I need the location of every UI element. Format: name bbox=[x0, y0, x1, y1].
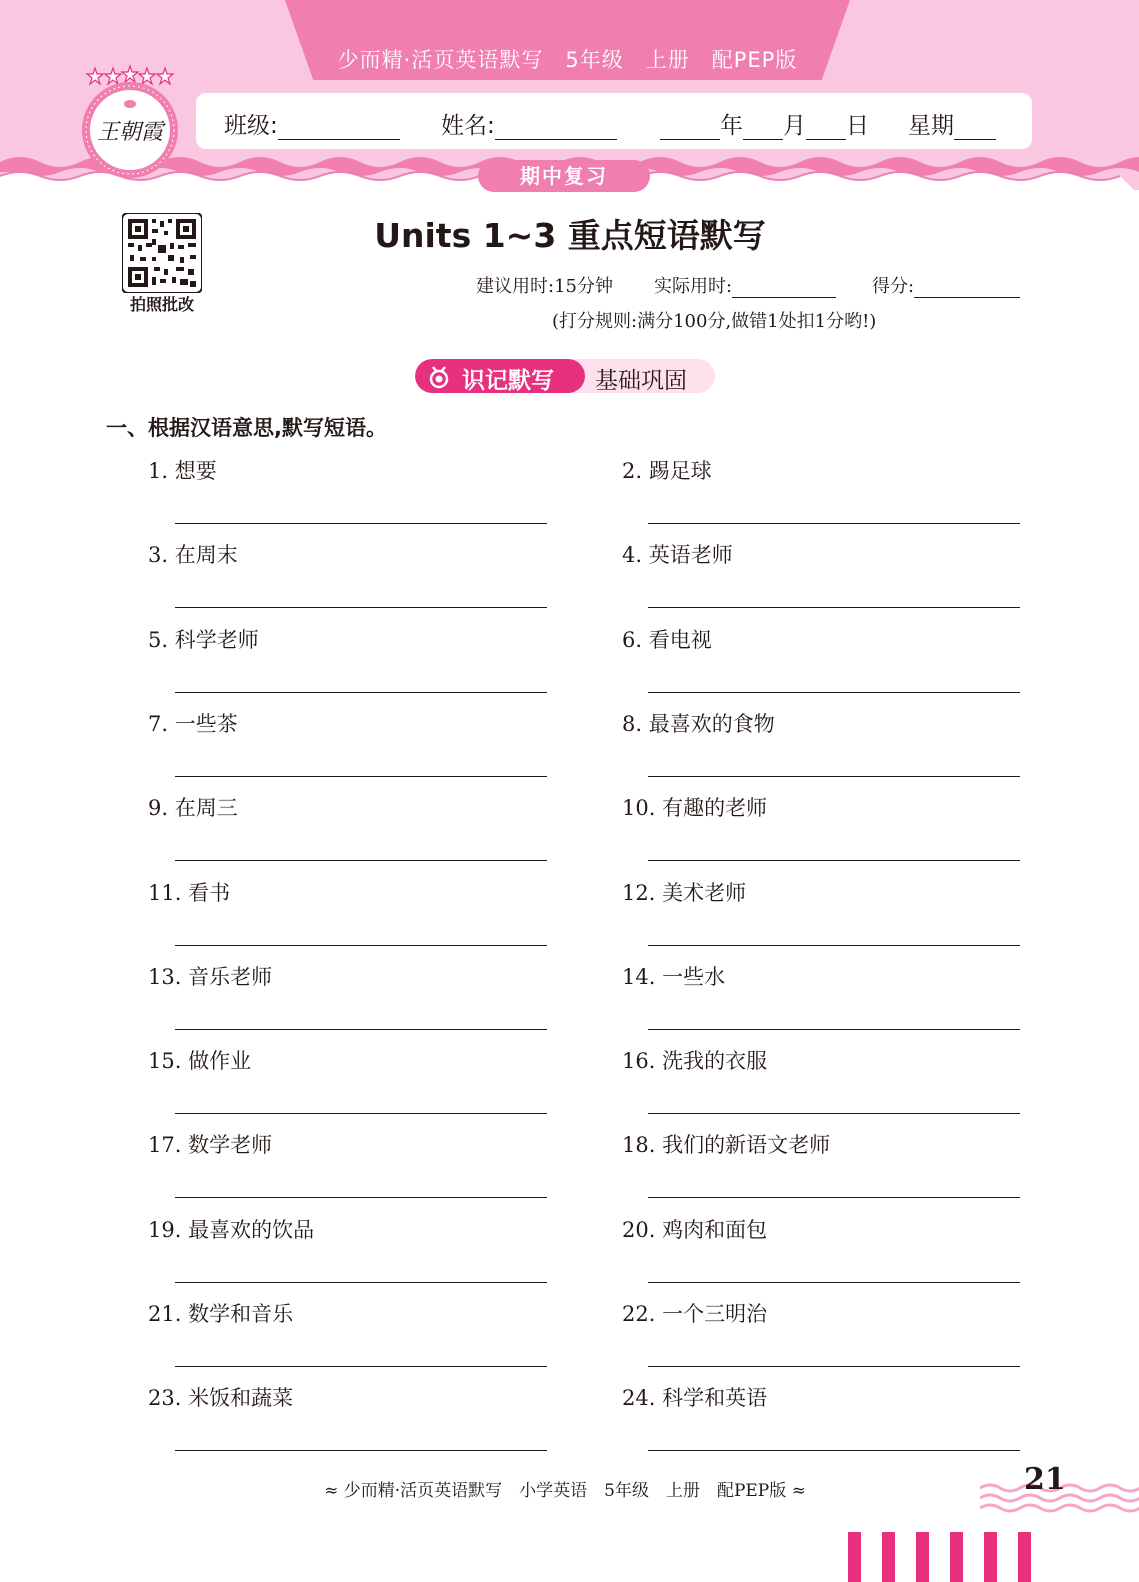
year-input-line[interactable] bbox=[660, 117, 720, 140]
class-field bbox=[224, 107, 400, 140]
class-input-line[interactable] bbox=[278, 117, 400, 140]
question-label: 12. 美术老师 bbox=[622, 880, 747, 905]
answer-line[interactable] bbox=[648, 860, 1020, 861]
day-label: 日 bbox=[846, 113, 869, 139]
question-label: 19. 最喜欢的饮品 bbox=[148, 1217, 315, 1242]
actual-time-label: 实际用时: bbox=[654, 276, 733, 297]
weekday-field bbox=[908, 107, 996, 140]
wave-icon: ≈ bbox=[786, 1481, 806, 1501]
question-label: 20. 鸡肉和面包 bbox=[622, 1217, 768, 1242]
question-label: 23. 米饭和蔬菜 bbox=[148, 1386, 294, 1411]
question-label: 24. 科学和英语 bbox=[622, 1386, 768, 1411]
question-label: 21. 数学和音乐 bbox=[148, 1302, 294, 1326]
answer-line[interactable] bbox=[648, 523, 1020, 524]
question-label: 7. 一些茶 bbox=[148, 711, 238, 736]
answer-line[interactable] bbox=[175, 607, 547, 608]
date-field bbox=[660, 107, 869, 140]
answer-line[interactable] bbox=[175, 1029, 547, 1030]
question-label: 4. 英语老师 bbox=[622, 543, 733, 568]
day-input-line[interactable] bbox=[806, 117, 846, 140]
answer-line[interactable] bbox=[648, 607, 1020, 608]
medal-icon bbox=[427, 365, 451, 389]
answer-line[interactable] bbox=[648, 1197, 1020, 1198]
class-label: 班级: bbox=[224, 113, 278, 139]
weekday-label: 星期 bbox=[908, 113, 954, 139]
series-title: 少而精·活页英语默写 5年级 上册 配PEP版 bbox=[337, 48, 798, 72]
score-input-line[interactable] bbox=[914, 275, 1020, 298]
weekday-input-line[interactable] bbox=[954, 117, 996, 140]
question-label: 14. 一些水 bbox=[622, 964, 726, 989]
scoring-rule: (打分规则:满分100分,做错1处扣1分哟!) bbox=[552, 311, 877, 332]
page-number: 21 bbox=[1024, 1462, 1066, 1497]
answer-line[interactable] bbox=[175, 776, 547, 777]
wave-icon: ≈ bbox=[324, 1481, 344, 1501]
question-label: 3. 在周末 bbox=[148, 543, 238, 568]
instruction-heading: 一、根据汉语意思,默写短语。 bbox=[106, 416, 387, 440]
question-label: 1. 想要 bbox=[148, 459, 217, 483]
answer-line[interactable] bbox=[175, 523, 547, 524]
score-label: 得分: bbox=[872, 276, 915, 297]
answer-line[interactable] bbox=[648, 1366, 1020, 1367]
actual-time-field bbox=[654, 272, 836, 298]
answer-line[interactable] bbox=[648, 1282, 1020, 1283]
answer-line[interactable] bbox=[648, 1113, 1020, 1114]
name-input-line[interactable] bbox=[495, 117, 617, 140]
question-label: 22. 一个三明治 bbox=[622, 1302, 768, 1326]
answer-line[interactable] bbox=[175, 945, 547, 946]
answer-line[interactable] bbox=[648, 1029, 1020, 1030]
footer-title: 少而精·活页英语默写 小学英语 5年级 上册 配PEP版 bbox=[343, 1481, 787, 1501]
qr-code-icon bbox=[122, 213, 202, 293]
qr-label: 拍照批改 bbox=[129, 295, 194, 314]
name-label: 姓名: bbox=[441, 113, 495, 139]
question-label: 16. 洗我的衣服 bbox=[622, 1049, 768, 1074]
name-field bbox=[441, 107, 617, 140]
question-label: 17. 数学老师 bbox=[148, 1133, 273, 1158]
question-label: 18. 我们的新语文老师 bbox=[622, 1133, 831, 1158]
answer-line[interactable] bbox=[175, 1282, 547, 1283]
month-label: 月 bbox=[783, 113, 806, 139]
page-title: Units 1~3 重点短语默写 bbox=[374, 216, 766, 255]
question-label: 13. 音乐老师 bbox=[148, 964, 273, 989]
badge-right-label: 基础巩固 bbox=[595, 368, 687, 394]
question-label: 10. 有趣的老师 bbox=[622, 796, 768, 821]
answer-line[interactable] bbox=[648, 1450, 1020, 1451]
question-label: 11. 看书 bbox=[148, 880, 231, 905]
answer-line[interactable] bbox=[648, 692, 1020, 693]
footer-bars-decoration bbox=[848, 1532, 1048, 1582]
logo-text: 王朝霞 bbox=[96, 120, 163, 145]
question-label: 6. 看电视 bbox=[622, 627, 712, 652]
section-tab: 期中复习 bbox=[478, 160, 650, 192]
answer-line[interactable] bbox=[175, 1197, 547, 1198]
question-label: 8. 最喜欢的食物 bbox=[622, 711, 775, 736]
score-field bbox=[872, 272, 1020, 298]
question-label: 2. 踢足球 bbox=[622, 459, 712, 483]
answer-line[interactable] bbox=[175, 1113, 547, 1114]
answer-line[interactable] bbox=[648, 945, 1020, 946]
answer-line[interactable] bbox=[175, 692, 547, 693]
answer-line[interactable] bbox=[175, 1366, 547, 1367]
actual-time-input-line[interactable] bbox=[732, 275, 836, 298]
question-label: 5. 科学老师 bbox=[148, 627, 259, 652]
month-input-line[interactable] bbox=[743, 117, 783, 140]
question-label: 15. 做作业 bbox=[148, 1049, 252, 1074]
year-label: 年 bbox=[720, 113, 743, 139]
footer-text bbox=[285, 1476, 845, 1501]
answer-line[interactable] bbox=[175, 860, 547, 861]
suggested-time: 建议用时:15分钟 bbox=[476, 276, 613, 297]
badge-left-label: 识记默写 bbox=[462, 368, 554, 394]
answer-line[interactable] bbox=[648, 776, 1020, 777]
question-label: 9. 在周三 bbox=[148, 796, 238, 821]
answer-line[interactable] bbox=[175, 1450, 547, 1451]
